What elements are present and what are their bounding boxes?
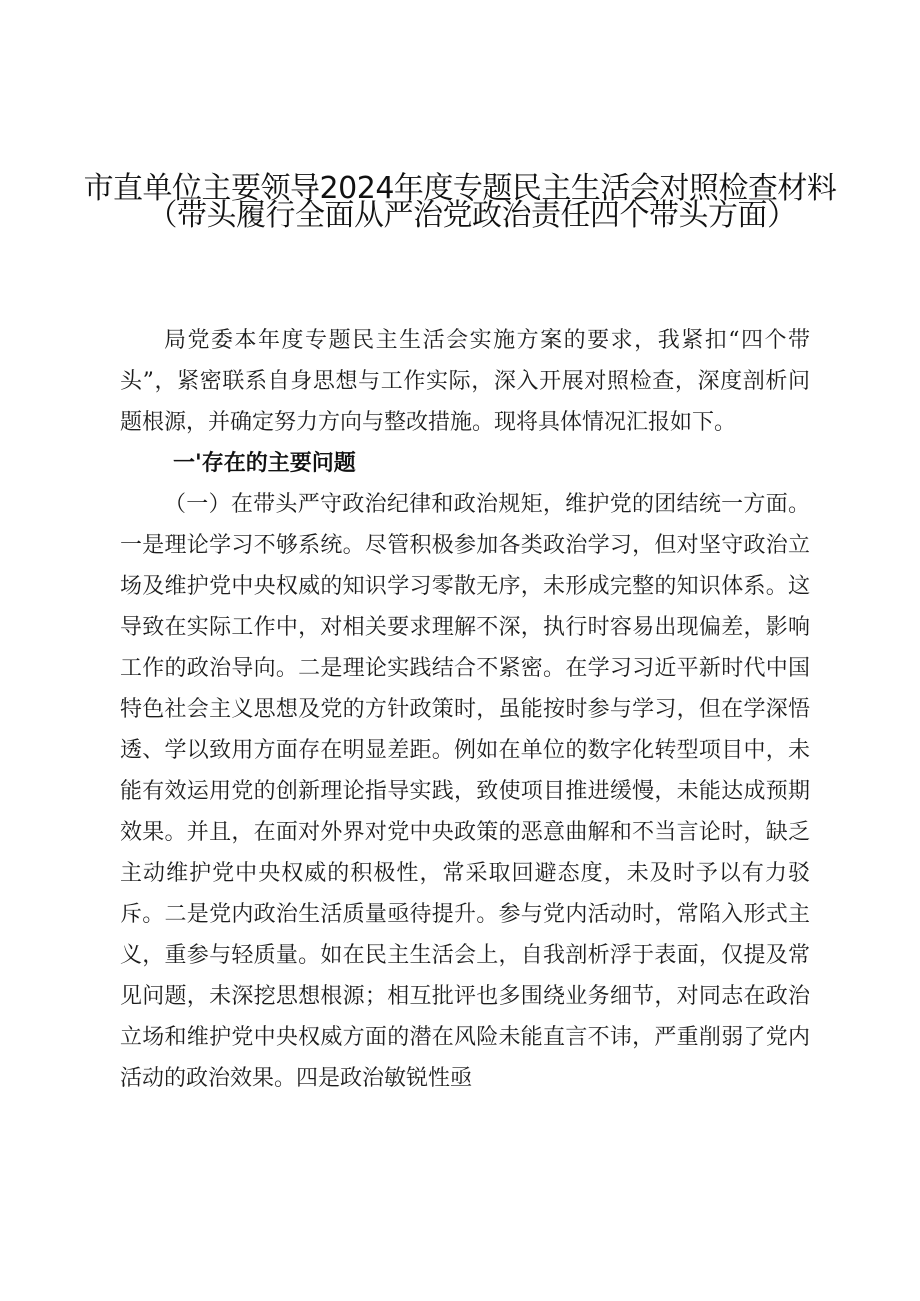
- document-title-line-2: （带头履行全面从严治党政治责任四个带头方面）: [147, 198, 797, 233]
- section-paragraph-political-discipline: （一）在带头严守政治纪律和政治规矩，维护党的团结统一方面。一是理论学习不够系统。尽管积极参加各类政治学习，但对坚守政治立场及维护党中央权威的知识学习零散无序，未形成完整的知识体系。这导致在实际工作中，对相关要求理解不深，执行时容易出现偏差，影响工作的政治导向。二是理论实践结合不紧密。在学习习近平新时代中国特色社会主义思想及党的方针政策时，虽能按时参与学习，但在学深悟透、学以致用方面存在明显差距。例如在单位的数字化转型项目中，未能有效运用党的创新理论指导实践，致使项目推进缓慢，未能达成预期效果。并且，在面对外界对党中央政策的恶意曲解和不当言论时，缺乏主动维护党中央权威的积极性，常采取回避态度，未及时予以有力驳斥。二是党内政治生活质量亟待提升。参与党内活动时，常陷入形式主义，重参与轻质量。如在民主生活会上，自我剖析浮于表面，仅提及常见问题，未深挖思想根源；相互批评也多围绕业务细节，对同志在政治立场和维护党中央权威方面的潜在风险未能直言不讳，严重削弱了党内活动的政治效果。四是政治敏锐性亟: [120, 492, 810, 1091]
- section-heading-main-problems: 一'存在的主要问题: [173, 451, 356, 476]
- document-title-line-1: 市直单位主要领导2024年度专题民主生活会对照检查材料: [83, 171, 837, 206]
- intro-paragraph: 局党委本年度专题民主生活会实施方案的要求，我紧扣“四个带头”，紧密联系自身思想与工作实际，深入开展对照检查，深度剖析问题根源，并确定努力方向与整改措施。现将具体情况汇报如下。: [120, 328, 810, 435]
